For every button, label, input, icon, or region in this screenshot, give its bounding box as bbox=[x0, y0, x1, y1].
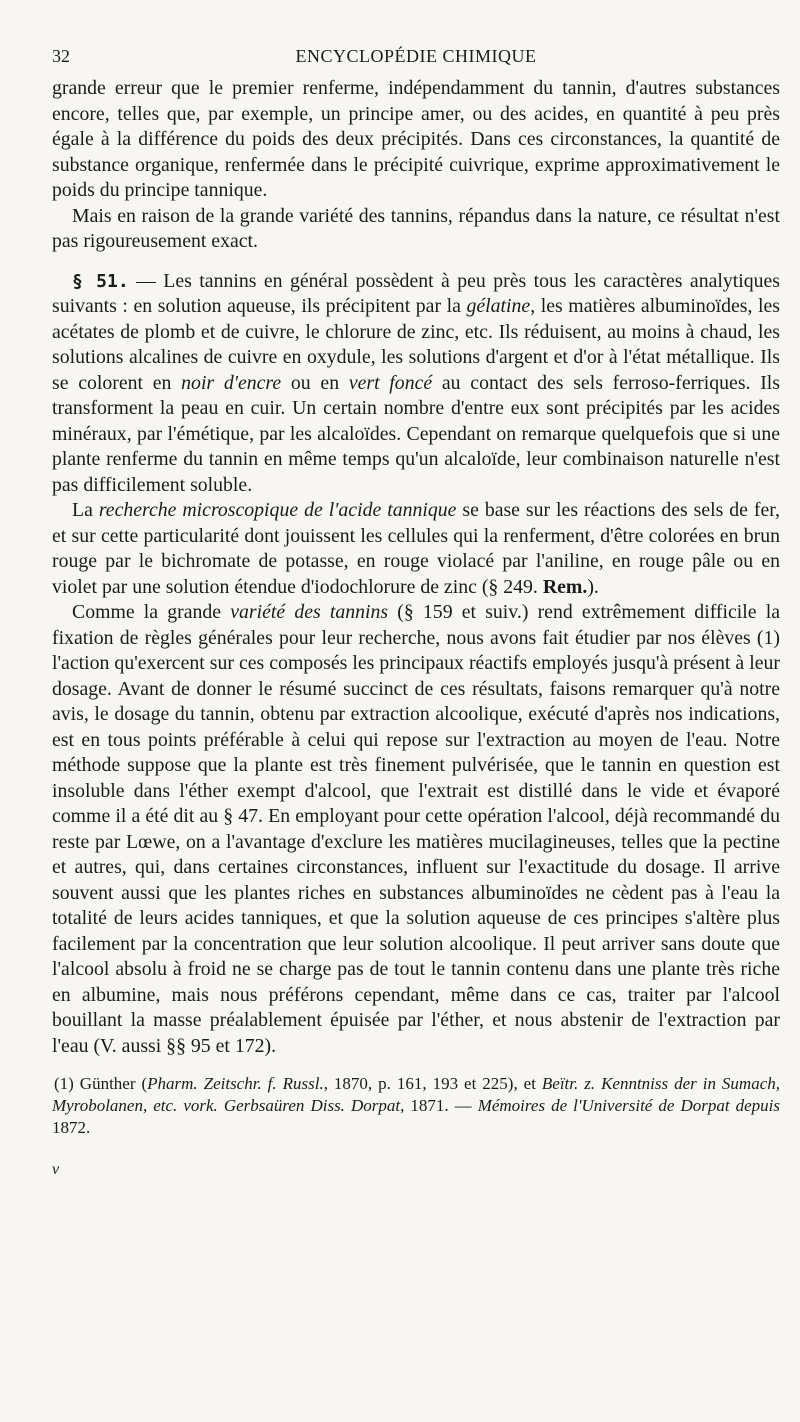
running-head bbox=[52, 46, 780, 76]
paragraph-dosage: Comme la grande variété des tannins (§ 159 et suiv.) rend extrêmement difficile la fixation de règles générales pour leur recherche, nous avons fait étudier par nos élèves (1) l'action qu'exercent sur ces composés les principaux réactifs employés jusqu'à présent à leur dosage. Avant de donner le résumé succinct de ces résultats, faisons remarquer qu'à notre avis, le dosage du tannin, obtenu par extraction alcoolique, exécuté d'après nos indications, est en tous points préférable à celui qui repose sur l'extraction au moyen de l'eau. Notre méthode suppose que la plante est très finement pulvérisée, que le tannin en question est insoluble dans l'éther exempt d'alcool, que l'extrait est distillé dans le vide et évaporé comme il a été dit au § 47. En employant pour cette opération l'alcool, déjà recommandé du reste par Lœwe, on a l'avantage d'exclure les matières mucilagineuses, telles que la pectine et autres, qui, dans certaines circonstances, influent sur l'exactitude du dosage. Il arrive souvent aussi que les plantes riches en substances albuminoïdes ne cèdent pas à l'eau la totalité de leurs acides tanniques, et que la solution aqueuse de ces principes s'altère plus facilement par la concentration que leur solution alcoolique. Il peut arriver sans doute que l'alcool absolu à froid ne se charge pas de tout le tannin contenu dans une plante très riche en albumine, mais nous préférons cependant, même dans ce cas, traiter par l'alcool bouillant la masse préalablement épuisée par l'éther, et nous abstenir de l'extraction par l'eau (V. aussi §§ 95 et 172). bbox=[52, 601, 780, 1057]
emphasis-vert-fonce: vert foncé bbox=[348, 371, 433, 394]
running-title: ENCYCLOPÉDIE CHIMIQUE bbox=[295, 46, 537, 66]
emphasis-variete: variété des tannins bbox=[230, 601, 389, 623]
rem-label: Rem. bbox=[542, 575, 588, 598]
signature-mark: v bbox=[52, 1161, 60, 1178]
paragraph-section-51: § 51. — Les tannins en général possèdent à peu près tous les caractères analytiques suivants : en solution aqueuse, ils précipitent par la gélatine, les matières albuminoïdes, les acétates de plomb et de cuivre, le chlorure de zinc, etc. Ils réduisent, au moins à chaud, les solutions alcalines de cuivre en oxydule, les solutions d'argent et d'or à l'état métallique. Ils se colorent en noir d'encre ou en vert foncé au contact des sels ferroso-ferriques. Ils transforment la peau en cuir. Un certain nombre d'entre eux sont précipités par les acides minéraux, par l'émétique, par les alcaloïdes. Cependant on remarque quelquefois que si une plante renferme du tannin en même temps qu'un alcaloïde, leur combinaison naturelle n'est pas difficilement soluble. bbox=[52, 269, 780, 496]
footnote-1: (1) Günther (Pharm. Zeitschr. f. Russl., 1870, p. 161, 193 et 225), et Beïtr. z. Kenntniss der in Sumach, Myrobolanen, etc. vork. Gerbsaüren Diss. Dorpat, 1871. — Mémoires de l'Université de Dorpat depuis 1872. bbox=[52, 1074, 780, 1137]
footnotes bbox=[52, 1073, 780, 1139]
page-number: 32 bbox=[52, 46, 70, 66]
paragraph-microscopic: La recherche microscopique de l'acide tannique se base sur les réactions des sels de fer, et sur cette particularité dont jouissent les cellules qui la renferment, d'être colorées en brun rouge par le bichromate de potasse, en rouge violacé par l'aniline, en rouge pâle ou en violet par une solution étendue d'iodochlorure de zinc (§ 249. Rem.). bbox=[52, 499, 780, 598]
emphasis-recherche: recherche microscopique de l'acide tannique bbox=[98, 499, 457, 521]
emphasis-gelatine: gélatine bbox=[466, 295, 531, 317]
document-page bbox=[52, 46, 780, 1179]
emphasis-noir-encre: noir d'encre bbox=[181, 371, 282, 394]
section-number: § 51. bbox=[72, 270, 129, 292]
body-text bbox=[52, 76, 780, 1059]
paragraph-2: Mais en raison de la grande variété des tannins, répandus dans la nature, ce résultat n'est pas rigoureusement exact. bbox=[52, 204, 780, 252]
paragraph-1: grande erreur que le premier renferme, indépendamment du tannin, d'autres substances encore, telles que, par exemple, un principe amer, ou des acides, en quantité à peu près égale à la différence du poids des deux précipités. Dans ces circonstances, la quantité de substance organique, renfermée dans le précipité cuivrique, exprime approximativement le poids du principe tannique. bbox=[52, 77, 780, 201]
